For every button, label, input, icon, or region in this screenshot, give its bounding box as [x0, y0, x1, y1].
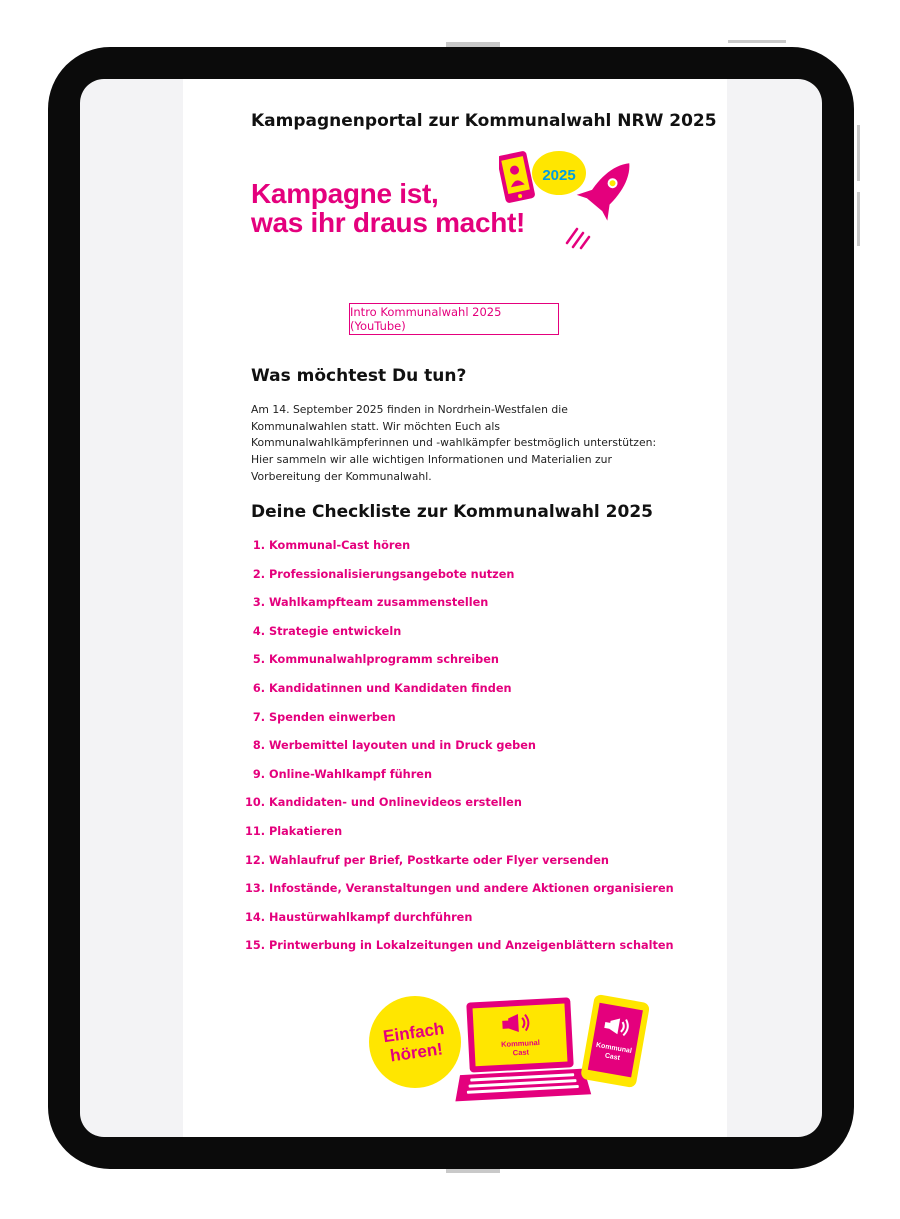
checklist-item-link[interactable]: Kandidaten- und Onlinevideos erstellen	[269, 796, 522, 810]
kommunal-cast-promo[interactable]	[369, 994, 649, 1114]
tablet-frame	[48, 47, 854, 1169]
einfach-hoeren-badge	[369, 996, 461, 1088]
checklist-item[interactable]	[243, 711, 673, 740]
checklist-item[interactable]	[243, 882, 673, 911]
youtube-intro-button[interactable]: Intro Kommunalwahl 2025 (YouTube)	[349, 303, 559, 335]
checklist-item-link[interactable]: Haustürwahlkampf durchführen	[269, 910, 473, 924]
checklist-item-link[interactable]: Kandidatinnen und Kandidaten finden	[269, 681, 512, 695]
checklist-item-number: 6.	[252, 681, 265, 695]
checklist-item[interactable]	[243, 768, 673, 797]
checklist-item[interactable]	[243, 796, 673, 825]
checklist-heading: Deine Checkliste zur Kommunalwahl 2025	[251, 502, 653, 522]
rocket-trail-icon	[567, 229, 589, 248]
checklist-item[interactable]	[243, 596, 673, 625]
checklist-item-number: 14.	[244, 910, 265, 924]
tablet-side-button	[857, 125, 860, 181]
checklist-item-number: 7.	[252, 710, 265, 724]
tablet-screen	[80, 79, 822, 1137]
checklist-item-link[interactable]: Infostände, Veranstaltungen und andere Aktionen organisieren	[269, 882, 674, 896]
checklist-item-link[interactable]: Professionalisierungsangebote nutzen	[269, 567, 515, 581]
checklist-item-number: 15.	[244, 939, 265, 953]
checklist-item[interactable]	[243, 911, 673, 940]
checklist-item[interactable]	[243, 825, 673, 854]
badge-line1: Einfach	[381, 1018, 446, 1047]
checklist-item[interactable]	[243, 539, 673, 568]
checklist-item-number: 11.	[244, 824, 265, 838]
checklist-item-link[interactable]: Wahlkampfteam zusammenstellen	[269, 596, 489, 610]
checklist-item-link[interactable]: Plakatieren	[269, 824, 343, 838]
checklist-item-number: 12.	[244, 853, 265, 867]
page	[183, 79, 727, 1137]
tablet-top-button-right	[728, 40, 786, 43]
checklist-item-link[interactable]: Kommunalwahlprogramm schreiben	[269, 653, 499, 667]
checklist-item[interactable]	[243, 939, 673, 968]
checklist-item-number: 5.	[252, 653, 265, 667]
checklist-item-link[interactable]: Werbemittel layouten und in Druck geben	[269, 739, 536, 753]
checklist-item-link[interactable]: Strategie entwickeln	[269, 624, 402, 638]
checklist-item-number: 4.	[252, 624, 265, 638]
phone-line2: Cast	[604, 1052, 621, 1063]
checklist-item-number: 10.	[244, 796, 265, 810]
checklist-item-number: 13.	[244, 882, 265, 896]
hero-headline-line2: was ihr draus macht!	[251, 207, 526, 238]
page-title: Kampagnenportal zur Kommunalwahl NRW 2025	[251, 111, 717, 131]
badge-line2: hören!	[388, 1039, 444, 1066]
phone-line1: Kommunal	[595, 1041, 633, 1055]
checklist-item-number: 8.	[252, 739, 265, 753]
checklist-item[interactable]	[243, 739, 673, 768]
checklist-item-link[interactable]: Wahlaufruf per Brief, Postkarte oder Flyer versenden	[269, 853, 609, 867]
hero-illustration	[499, 151, 649, 251]
hero-headline	[251, 179, 525, 237]
checklist-item[interactable]	[243, 854, 673, 883]
checklist-item-number: 9.	[252, 767, 265, 781]
tablet-side-button-2	[857, 192, 860, 246]
checklist-item[interactable]	[243, 625, 673, 654]
checklist	[243, 539, 673, 968]
checklist-item-link[interactable]: Online-Wahlkampf führen	[269, 767, 432, 781]
intro-paragraph: Am 14. September 2025 finden in Nordrhein-Westfalen die Kommunalwahlen statt. Wir möchten Euch als Kommunalwahlkämpferinnen und -wahlkämpfer bestmöglich unterstützen: Hier sammeln wir alle wichtigen Informationen und Materialien zur Vorbereitung der Kommunalwahl.	[251, 403, 657, 483]
checklist-item[interactable]	[243, 682, 673, 711]
intro-heading: Was möchtest Du tun?	[251, 366, 467, 386]
hero-banner	[251, 151, 651, 251]
checklist-item-number: 2.	[252, 567, 265, 581]
checklist-item-link[interactable]: Kommunal-Cast hören	[269, 539, 411, 552]
checklist-item-link[interactable]: Spenden einwerben	[269, 710, 396, 724]
checklist-item-number: 3.	[252, 596, 265, 610]
rocket-icon	[577, 151, 645, 221]
checklist-item[interactable]	[243, 568, 673, 597]
year-badge-text: 2025	[542, 167, 576, 184]
checklist-item[interactable]	[243, 653, 673, 682]
hero-headline-line1: Kampagne ist,	[251, 178, 439, 209]
checklist-item-number: 1.	[252, 539, 265, 552]
laptop-line1: Kommunal	[500, 1037, 541, 1049]
smartphone-icon	[580, 994, 649, 1088]
phone-icon	[499, 151, 536, 204]
laptop-icon	[450, 996, 591, 1101]
checklist-item-link[interactable]: Printwerbung in Lokalzeitungen und Anzeigenblättern schalten	[269, 939, 674, 953]
laptop-line2: Cast	[512, 1047, 530, 1058]
